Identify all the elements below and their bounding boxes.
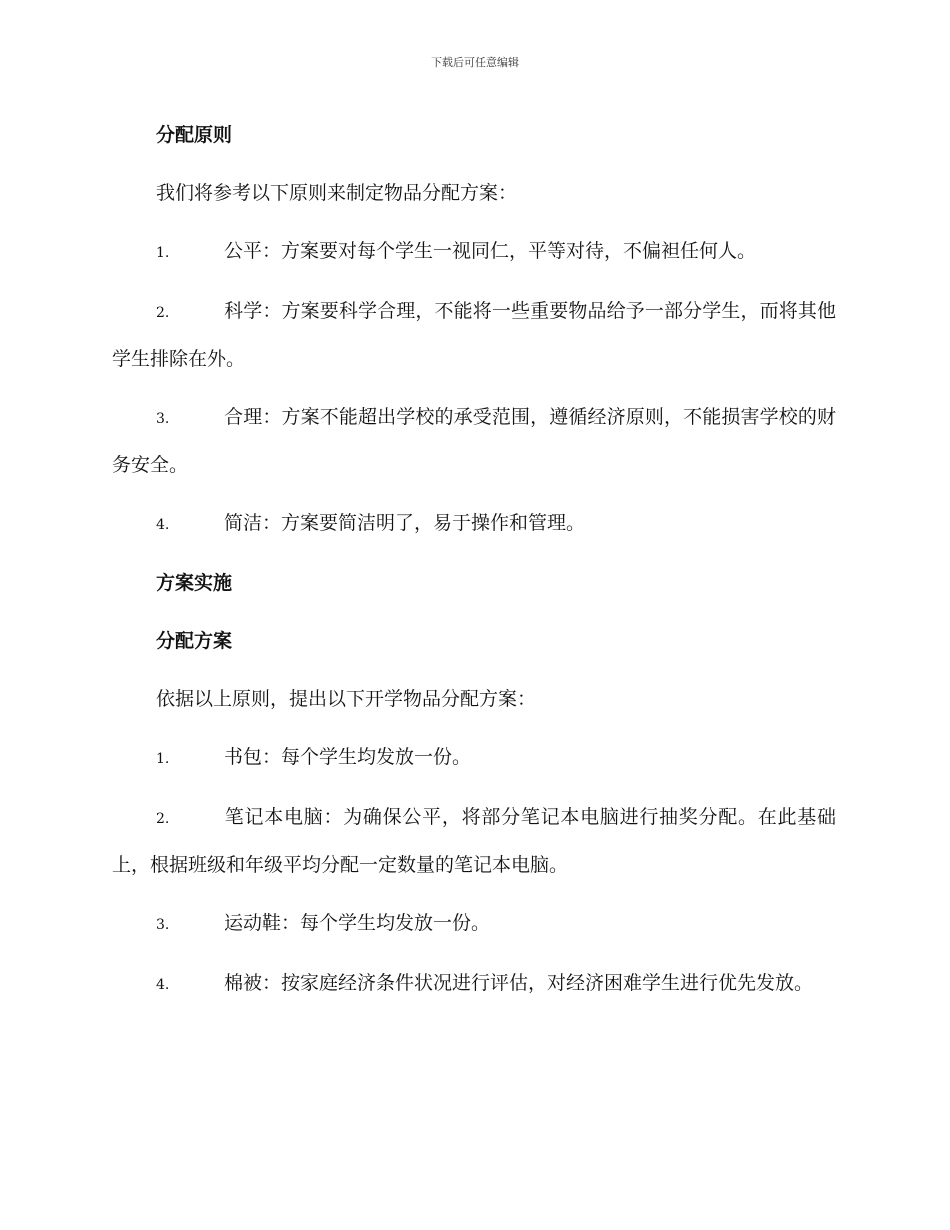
plan-list-item <box>112 734 836 782</box>
list-number: 4. <box>156 517 170 533</box>
principles-list-item <box>112 288 836 382</box>
list-item-text: 运动鞋：每个学生均发放一份。 <box>224 912 491 934</box>
principles-list-item <box>112 394 836 488</box>
section-heading-principles: 分配原则 <box>156 124 233 146</box>
principles-list-item <box>112 500 836 548</box>
principles-intro: 我们将参考以下原则来制定物品分配方案： <box>156 182 518 204</box>
plan-list-item <box>112 900 836 948</box>
plan-list-item <box>112 794 836 888</box>
page-header-note: 下载后可任意编辑 <box>431 56 519 69</box>
list-item-text: 笔记本电脑：为确保公平，将部分笔记本电脑进行抽奖分配。在此基础上，根据班级和年级平均分配一定数量的笔记本电脑。 <box>112 806 836 876</box>
list-item-text: 简洁：方案要简洁明了，易于操作和管理。 <box>224 512 586 534</box>
list-item-text: 棉被：按家庭经济条件状况进行评估，对经济困难学生进行优先发放。 <box>224 972 814 994</box>
principles-list-item <box>112 228 836 276</box>
section-heading-implementation: 方案实施 <box>156 572 233 594</box>
list-number: 2. <box>156 811 170 827</box>
document-body <box>112 112 836 1020</box>
list-number: 4. <box>156 977 170 993</box>
list-number: 2. <box>156 305 170 321</box>
list-number: 3. <box>156 411 170 427</box>
list-number: 1. <box>156 751 170 767</box>
list-item-text: 合理：方案不能超出学校的承受范围，遵循经济原则，不能损害学校的财务安全。 <box>112 406 836 476</box>
list-number: 1. <box>156 245 170 261</box>
section-heading-plan: 分配方案 <box>156 630 233 652</box>
plan-intro: 依据以上原则，提出以下开学物品分配方案： <box>156 688 537 710</box>
list-item-text: 科学：方案要科学合理，不能将一些重要物品给予一部分学生，而将其他学生排除在外。 <box>112 300 836 370</box>
list-item-text: 书包：每个学生均发放一份。 <box>224 746 472 768</box>
list-item-text: 公平：方案要对每个学生一视同仁，平等对待，不偏袒任何人。 <box>224 240 757 262</box>
list-number: 3. <box>156 917 170 933</box>
plan-list-item <box>112 960 836 1008</box>
